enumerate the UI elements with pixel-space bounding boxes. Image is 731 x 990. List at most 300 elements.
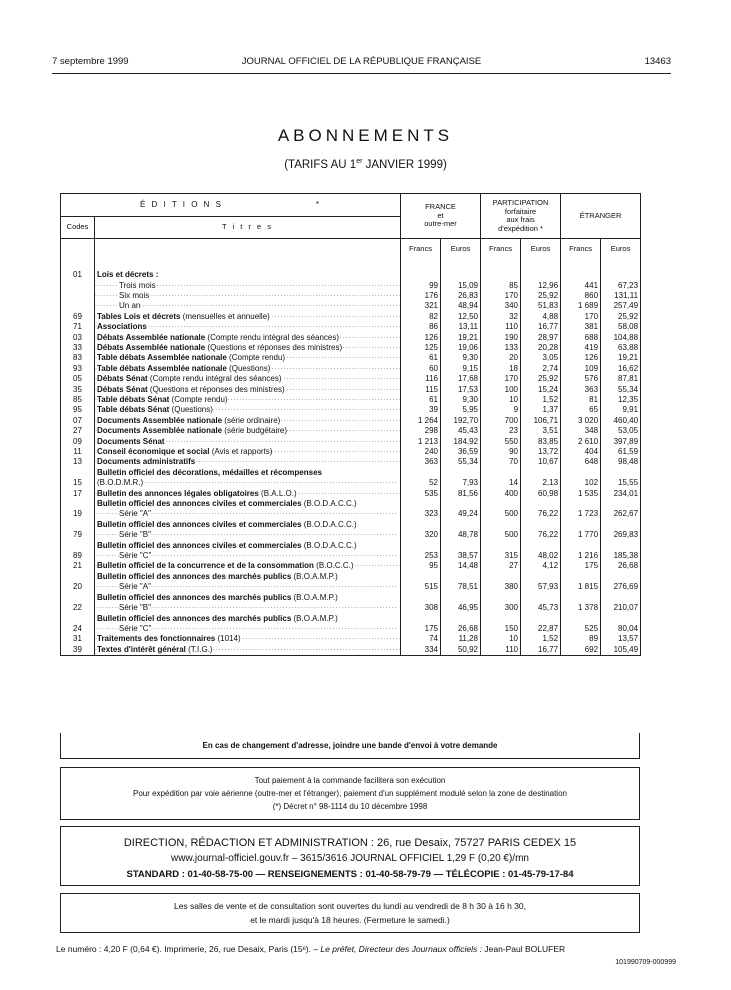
cell-france-euros: 9,15 [441,364,481,374]
cell-etranger-euros: 210,07 [601,593,641,614]
cell-participation-francs: 300 [481,593,521,614]
cell-etranger-francs: 3 020 [561,416,601,426]
table-row [61,405,641,415]
cell-france-euros: 192,70 [441,416,481,426]
row-title: Bulletin officiel des décorations, médailles et récompenses (B.O.D.M.R.) ..... [95,468,401,489]
table-row [61,614,641,635]
titres-label: T i t r e s [221,222,274,232]
row-code: 83 [61,353,95,363]
cell-etranger-euros: 13,57 [601,634,641,644]
cell-etranger-euros: 58,08 [601,322,641,332]
cell-etranger-francs: 65 [561,405,601,415]
cell-participation-euros: 25,92 [521,291,561,301]
row-code: 79 [61,520,95,541]
cell-france-francs: 535 [401,489,441,499]
cell-etranger-francs: 126 [561,353,601,363]
cell-participation-francs: 500 [481,520,521,541]
row-code: 85 [61,395,95,405]
table-row [61,259,641,281]
cell-participation-euros: 1,37 [521,405,561,415]
table-row [61,426,641,436]
cell-etranger-francs: 2 610 [561,437,601,447]
cell-participation-francs: 20 [481,353,521,363]
row-code: 03 [61,333,95,343]
opening-hours [60,893,640,933]
unit-euros: Euros [521,239,561,259]
unit-francs: Francs [481,239,521,259]
cell-france-euros: 46,95 [441,593,481,614]
cell-france-francs: 1 264 [401,416,441,426]
table-row [61,489,641,499]
cell-france-euros [441,259,481,281]
cell-france-euros: 48,94 [441,301,481,311]
cell-etranger-euros: 131,11 [601,291,641,301]
cell-etranger-francs: 576 [561,374,601,384]
table-row [61,374,641,384]
cell-participation-euros: 2,74 [521,364,561,374]
cell-etranger-euros: 25,92 [601,312,641,322]
cell-france-euros: 14,48 [441,561,481,571]
row-code: 27 [61,426,95,436]
cell-etranger-euros: 257,49 [601,301,641,311]
cell-participation-francs: 170 [481,374,521,384]
cell-france-euros: 19,21 [441,333,481,343]
cell-france-euros: 50,92 [441,645,481,656]
row-code: 15 [61,468,95,489]
row-title: Bulletin officiel des annonces des marchés publics (B.O.A.M.P.) Série "B" ..... [95,593,401,614]
cell-etranger-euros [601,259,641,281]
cell-france-francs: 323 [401,499,441,520]
table-row [61,541,641,562]
row-title: Documents administratifs ..... [95,457,401,467]
row-code [61,291,95,301]
cell-participation-euros: 57,93 [521,572,561,593]
direction-phones: STANDARD : 01-40-58-75-00 — RENSEIGNEMENTS : 01-40-58-79-79 — TÉLÉCOPIE : 01-45-79-17-84 [126,869,574,880]
table-row [61,416,641,426]
cell-participation-euros: 76,22 [521,520,561,541]
cell-participation-francs: 550 [481,437,521,447]
cell-etranger-francs: 381 [561,322,601,332]
cell-etranger-euros: 104,88 [601,333,641,343]
cell-france-euros: 12,50 [441,312,481,322]
cell-etranger-euros: 61,59 [601,447,641,457]
row-code [61,301,95,311]
cell-etranger-euros: 55,34 [601,385,641,395]
cell-participation-euros: 13,72 [521,447,561,457]
row-title: Débats Assemblée nationale (Compte rendu intégral des séances) ..... [95,333,401,343]
table-row [61,301,641,311]
direction-website: www.journal-officiel.gouv.fr – 3615/3616 JOURNAL OFFICIEL 1,29 F (0,20 €)/mn [171,853,529,864]
cell-etranger-euros: 460,40 [601,416,641,426]
cell-etranger-francs [561,259,601,281]
cell-participation-euros: 12,96 [521,281,561,291]
row-code: 35 [61,385,95,395]
editions-label: É D I T I O N S [139,199,224,209]
cell-france-francs: 99 [401,281,441,291]
cell-france-francs: 61 [401,353,441,363]
cell-participation-euros: 83,85 [521,437,561,447]
table-row [61,364,641,374]
cell-participation-euros: 15,24 [521,385,561,395]
cell-france-euros: 49,24 [441,499,481,520]
cell-france-euros: 19,06 [441,343,481,353]
row-title: Débats Sénat (Compte rendu intégral des séances) ..... [95,374,401,384]
footer-price: Le numéro : 4,20 F (0,64 €). Imprimerie, 26, rue Desaix, Paris (15ᵉ). – [56,944,321,954]
etranger-label: ÉTRANGER [579,210,622,220]
payment-notice [60,767,640,820]
cell-france-euros: 17,68 [441,374,481,384]
cell-participation-euros: 25,92 [521,374,561,384]
cell-france-euros: 17,53 [441,385,481,395]
payment-line-2: Pour expédition par voie aérienne (outre-mer et l'étranger), paiement d'un supplément modulé selon la zone de destination [133,789,567,798]
row-title: Traitements des fonctionnaires (1014) ..... [95,634,401,644]
cell-france-euros: 15,09 [441,281,481,291]
cell-participation-euros: 20,28 [521,343,561,353]
cell-participation-francs: 133 [481,343,521,353]
cell-participation-francs: 10 [481,634,521,644]
cell-participation-euros: 2,13 [521,468,561,489]
row-title: Un an ..... [95,301,401,311]
subscription-table [60,193,641,656]
cell-france-francs: 298 [401,426,441,436]
cell-france-francs: 39 [401,405,441,415]
cell-france-euros: 26,83 [441,291,481,301]
titres-header [95,217,401,239]
cell-participation-francs: 110 [481,322,521,332]
table-row [61,561,641,571]
cell-france-francs: 61 [401,395,441,405]
cell-participation-euros: 1,52 [521,634,561,644]
cell-etranger-euros: 234,01 [601,489,641,499]
cell-etranger-francs: 89 [561,634,601,644]
row-title: Bulletin officiel des annonces civiles et commerciales (B.O.D.A.C.C.) Série "B" ..... [95,520,401,541]
table-row [61,634,641,644]
row-title: Bulletin des annonces légales obligatoires (B.A.L.O.) ..... [95,489,401,499]
row-title: Bulletin officiel des annonces civiles et commerciales (B.O.D.A.C.C.) Série "A" ..... [95,499,401,520]
cell-participation-francs: 70 [481,457,521,467]
row-title: Six mois ..... [95,291,401,301]
cell-france-francs: 52 [401,468,441,489]
cell-france-francs: 82 [401,312,441,322]
cell-france-euros: 38,57 [441,541,481,562]
footer-director: Jean-Paul BOLUFER [484,944,566,954]
cell-france-francs: 115 [401,385,441,395]
cell-france-francs: 175 [401,614,441,635]
cell-etranger-francs: 102 [561,468,601,489]
cell-france-francs: 74 [401,634,441,644]
cell-france-francs: 86 [401,322,441,332]
cell-etranger-euros: 105,49 [601,645,641,656]
row-title: Table débats Sénat (Questions) ..... [95,405,401,415]
cell-france-euros: 45,43 [441,426,481,436]
cell-etranger-euros: 67,23 [601,281,641,291]
row-title: Bulletin officiel des annonces civiles et commerciales (B.O.D.A.C.C.) Série "C" ..... [95,541,401,562]
cell-france-francs: 321 [401,301,441,311]
cell-participation-francs: 9 [481,405,521,415]
france-label: FRANCE et outre-mer [424,202,457,229]
cell-etranger-francs: 404 [561,447,601,457]
cell-etranger-francs: 1 689 [561,301,601,311]
cell-etranger-francs: 1 815 [561,572,601,593]
titres-sub-empty [95,239,401,259]
table-row [61,281,641,291]
row-code: 39 [61,645,95,656]
table-row [61,572,641,593]
cell-france-francs: 1 213 [401,437,441,447]
table-row [61,353,641,363]
codes-sub-empty [61,239,95,259]
cell-participation-euros: 60,98 [521,489,561,499]
opening-line-2: et le mardi jusqu'à 18 heures. (Fermeture le samedi.) [250,915,450,925]
cell-participation-euros: 106,71 [521,416,561,426]
page-title: ABONNEMENTS [277,126,454,145]
cell-etranger-francs: 419 [561,343,601,353]
table-row [61,437,641,447]
table-row [61,447,641,457]
cell-participation-francs: 23 [481,426,521,436]
table-row [61,468,641,489]
cell-etranger-euros: 98,48 [601,457,641,467]
cell-france-francs: 253 [401,541,441,562]
row-code: 19 [61,499,95,520]
cell-france-euros: 5,95 [441,405,481,415]
cell-participation-euros: 28,97 [521,333,561,343]
cell-france-francs: 320 [401,520,441,541]
subtitle-text-end: JANVIER 1999) [362,158,447,171]
cell-participation-euros: 48,02 [521,541,561,562]
cell-participation-euros [521,259,561,281]
cell-participation-francs: 32 [481,312,521,322]
unit-francs: Francs [561,239,601,259]
cell-etranger-euros: 185,38 [601,541,641,562]
row-code: 33 [61,343,95,353]
row-title: Table débats Assemblée nationale (Questions) ..... [95,364,401,374]
cell-participation-francs: 500 [481,499,521,520]
cell-participation-euros: 76,22 [521,499,561,520]
table-row [61,395,641,405]
header-date: 7 septembre 1999 [52,56,129,67]
cell-france-euros: 36,59 [441,447,481,457]
table-row [61,343,641,353]
cell-participation-euros: 51,83 [521,301,561,311]
table-row [61,291,641,301]
cell-etranger-euros: 15,55 [601,468,641,489]
direction-box [60,826,640,886]
cell-participation-euros: 22,87 [521,614,561,635]
cell-participation-francs [481,259,521,281]
cell-etranger-francs: 1 770 [561,520,601,541]
row-title: Débats Assemblée nationale (Questions et réponses des ministres) ..... [95,343,401,353]
cell-participation-francs: 170 [481,291,521,301]
cell-participation-euros: 16,77 [521,322,561,332]
cell-etranger-euros: 19,21 [601,353,641,363]
cell-participation-euros: 4,12 [521,561,561,571]
row-code: 93 [61,364,95,374]
cell-participation-euros: 10,67 [521,457,561,467]
cell-participation-francs: 27 [481,561,521,571]
row-title: Table débats Sénat (Compte rendu) ..... [95,395,401,405]
row-code: 13 [61,457,95,467]
row-code: 89 [61,541,95,562]
row-title: Documents Assemblée nationale (série ordinaire) ..... [95,416,401,426]
cell-etranger-euros: 12,35 [601,395,641,405]
row-title: Bulletin officiel des annonces des marchés publics (B.O.A.M.P.) Série "A" ..... [95,572,401,593]
unit-euros: Euros [601,239,641,259]
unit-euros: Euros [441,239,481,259]
cell-participation-francs: 14 [481,468,521,489]
cell-etranger-francs: 1 216 [561,541,601,562]
address-notice: En cas de changement d'adresse, joindre une bande d'envoi à votre demande [60,733,640,759]
cell-france-euros: 184,92 [441,437,481,447]
cell-france-francs [401,259,441,281]
cell-etranger-francs: 170 [561,312,601,322]
cell-etranger-euros: 87,81 [601,374,641,384]
row-title: Lois et décrets : [95,259,401,281]
page-footer [56,944,676,954]
cell-etranger-euros: 9,91 [601,405,641,415]
cell-participation-francs: 90 [481,447,521,457]
cell-france-francs: 126 [401,333,441,343]
table-row [61,593,641,614]
cell-etranger-francs: 109 [561,364,601,374]
row-title: Bulletin officiel des annonces des marchés publics (B.O.A.M.P.) Série "C" ..... [95,614,401,635]
row-code: 09 [61,437,95,447]
cell-participation-euros: 4,88 [521,312,561,322]
subtitle-sup: er [356,158,363,165]
france-header [401,194,481,239]
cell-france-francs: 334 [401,645,441,656]
cell-etranger-francs: 1 535 [561,489,601,499]
row-code: 22 [61,593,95,614]
cell-participation-euros: 3,51 [521,426,561,436]
editions-star: * [315,199,322,209]
row-title: Conseil économique et social (Avis et rapports) ..... [95,447,401,457]
row-code: 21 [61,561,95,571]
table-row [61,312,641,322]
cell-france-euros: 55,34 [441,457,481,467]
cell-participation-euros: 16,77 [521,645,561,656]
header-journal: JOURNAL OFFICIEL DE LA RÉPUBLIQUE FRANÇAISE [241,56,482,67]
row-title: Documents Sénat ..... [95,437,401,447]
cell-france-euros: 7,93 [441,468,481,489]
cell-participation-francs: 315 [481,541,521,562]
row-title: Trois mois ..... [95,281,401,291]
cell-participation-francs: 340 [481,301,521,311]
table-row [61,385,641,395]
cell-etranger-euros: 80,04 [601,614,641,635]
row-title: Textes d'intérêt général (T.I.G.) ..... [95,645,401,656]
cell-etranger-francs: 525 [561,614,601,635]
cell-france-francs: 240 [401,447,441,457]
payment-line-1: Tout paiement à la commande facilitera son exécution [254,776,446,785]
cell-etranger-francs: 81 [561,395,601,405]
table-row [61,457,641,467]
cell-participation-francs: 18 [481,364,521,374]
payment-line-3: (*) Décret n° 98-1114 du 10 décembre 1998 [272,802,428,811]
participation-label: PARTICIPATION forfaitaire aux frais d'expédition * [492,198,549,233]
table-row [61,499,641,520]
cell-france-francs: 116 [401,374,441,384]
footer-code: 101990709-000999 [615,959,676,966]
etranger-header [561,194,641,239]
cell-france-euros: 26,68 [441,614,481,635]
table-row [61,322,641,332]
table-row [61,520,641,541]
row-title: Débats Sénat (Questions et réponses des ministres) ..... [95,385,401,395]
row-code: 24 [61,614,95,635]
cell-france-francs: 60 [401,364,441,374]
cell-etranger-francs: 441 [561,281,601,291]
cell-etranger-euros: 276,69 [601,572,641,593]
cell-etranger-euros: 269,83 [601,520,641,541]
cell-participation-francs: 100 [481,385,521,395]
cell-etranger-francs: 860 [561,291,601,301]
table-row [61,645,641,656]
table-row [61,333,641,343]
cell-etranger-euros: 262,67 [601,499,641,520]
page-header [52,56,671,72]
editions-header [61,194,401,217]
cell-france-euros: 81,56 [441,489,481,499]
cell-france-francs: 363 [401,457,441,467]
cell-participation-francs: 700 [481,416,521,426]
row-title: Bulletin officiel de la concurrence et de la consommation (B.O.C.C.) ..... [95,561,401,571]
row-title: Table débats Assemblée nationale (Compte rendu) ..... [95,353,401,363]
opening-line-1: Les salles de vente et de consultation sont ouvertes du lundi au vendredi de 8 h 30 à 16 h 30, [173,901,527,911]
cell-etranger-francs: 175 [561,561,601,571]
cell-france-euros: 11,28 [441,634,481,644]
row-title: Associations ..... [95,322,401,332]
cell-france-euros: 9,30 [441,395,481,405]
cell-etranger-francs: 688 [561,333,601,343]
cell-participation-francs: 400 [481,489,521,499]
cell-etranger-francs: 363 [561,385,601,395]
cell-participation-francs: 190 [481,333,521,343]
cell-france-francs: 515 [401,572,441,593]
row-code: 95 [61,405,95,415]
cell-etranger-francs: 1 378 [561,593,601,614]
cell-etranger-francs: 348 [561,426,601,436]
cell-participation-francs: 85 [481,281,521,291]
row-code: 20 [61,572,95,593]
row-code: 11 [61,447,95,457]
cell-etranger-francs: 692 [561,645,601,656]
cell-etranger-euros: 53,05 [601,426,641,436]
subtitle-text: (TARIFS AU 1 [284,158,357,171]
cell-france-francs: 95 [401,561,441,571]
row-code: 07 [61,416,95,426]
row-code: 05 [61,374,95,384]
codes-header: Codes [61,217,95,239]
direction-address: DIRECTION, RÉDACTION ET ADMINISTRATION : 26, rue Desaix, 75727 PARIS CEDEX 15 [123,837,577,849]
row-code: 31 [61,634,95,644]
cell-etranger-euros: 16,62 [601,364,641,374]
cell-france-francs: 125 [401,343,441,353]
cell-participation-francs: 380 [481,572,521,593]
header-rule [52,73,671,74]
cell-participation-francs: 10 [481,395,521,405]
table-body [61,259,641,656]
cell-participation-francs: 150 [481,614,521,635]
row-code: 69 [61,312,95,322]
cell-participation-francs: 110 [481,645,521,656]
footer-prefet: Le préfet, Directeur des Journaux officiels : [320,944,485,954]
unit-francs: Francs [401,239,441,259]
cell-france-francs: 308 [401,593,441,614]
cell-france-euros: 9,30 [441,353,481,363]
cell-participation-euros: 1,52 [521,395,561,405]
cell-france-euros: 78,51 [441,572,481,593]
